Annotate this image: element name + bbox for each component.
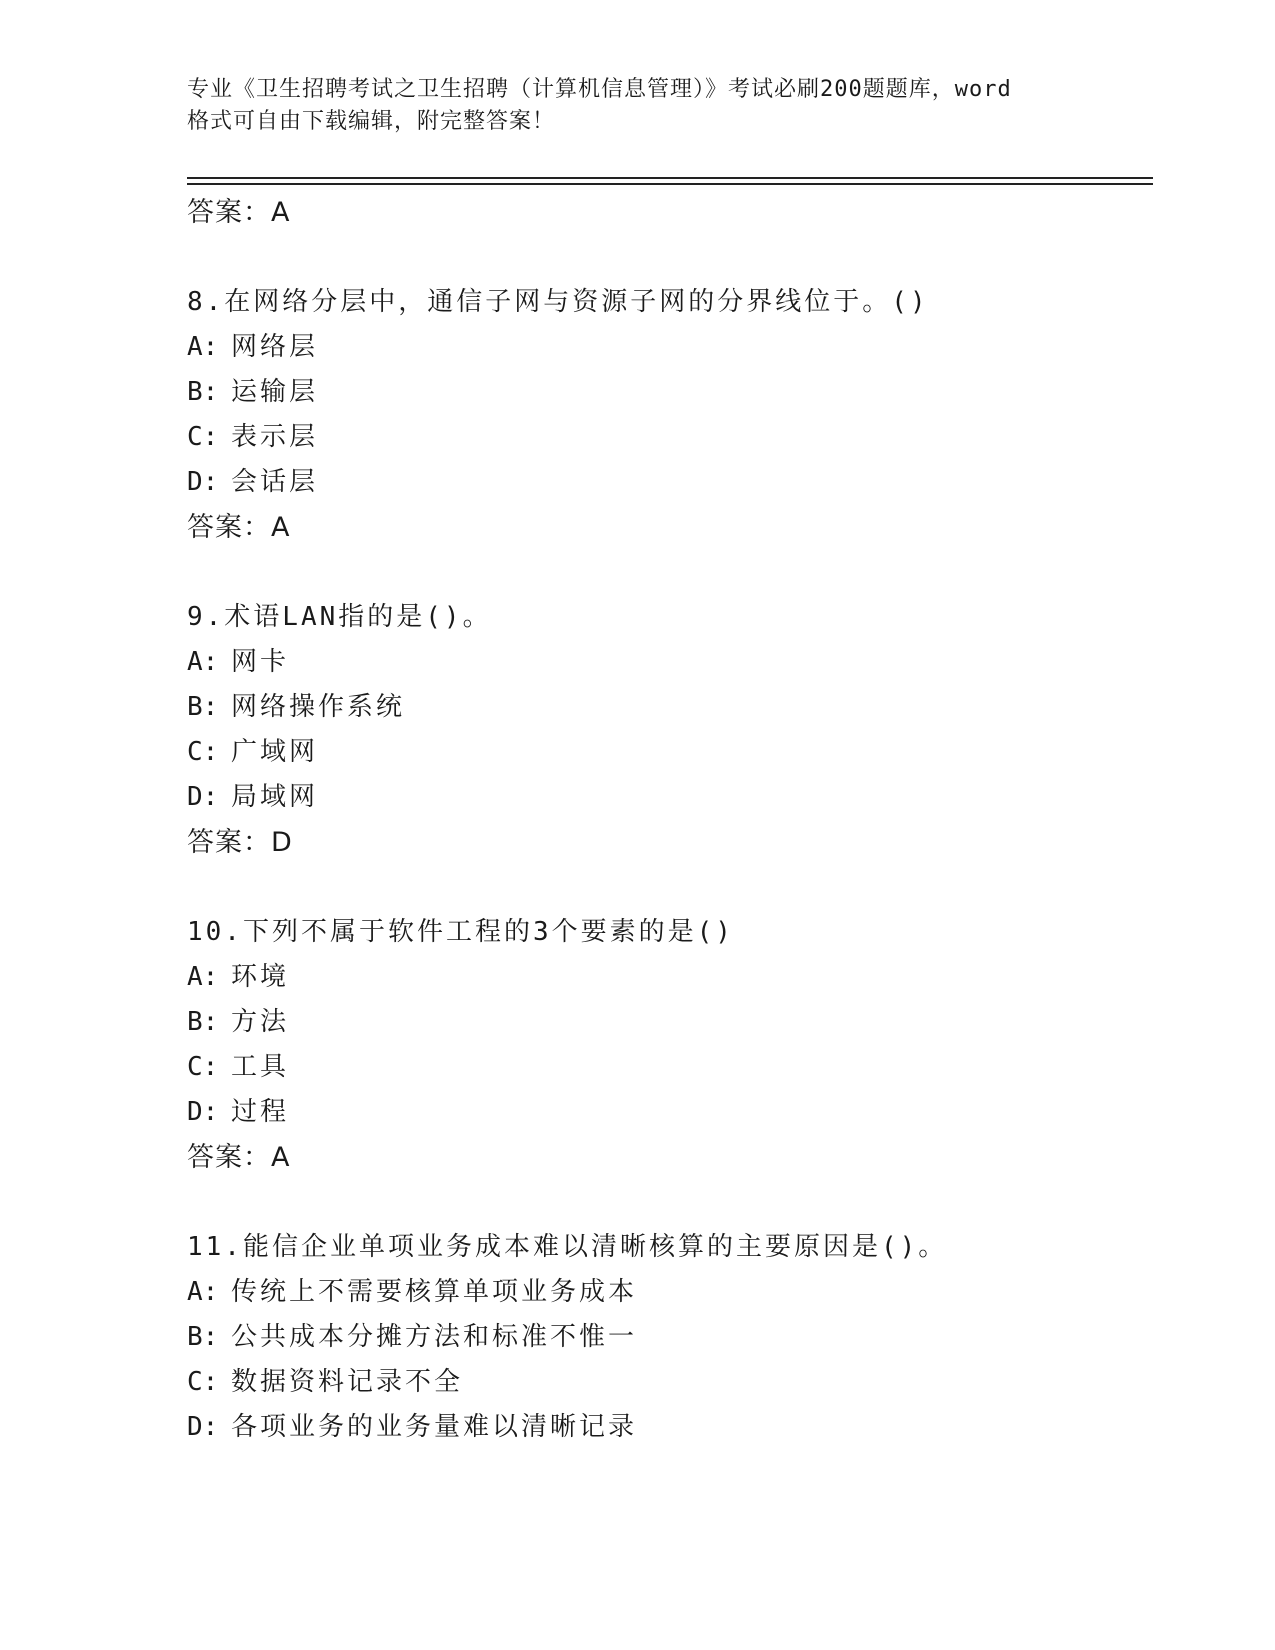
option-a (187, 1270, 1153, 1315)
option-b (187, 1315, 1153, 1360)
option-letter: A: (187, 962, 219, 992)
option-b (187, 685, 1153, 730)
option-c (187, 1045, 1153, 1090)
option-letter: D: (187, 1097, 219, 1127)
question-text: 8.在网络分层中，通信子网与资源子网的分界线位于。() (187, 287, 929, 317)
option-letter: B: (187, 377, 219, 407)
option-text: 运输层 (231, 377, 319, 407)
option-a (187, 955, 1153, 1000)
header-divider-bottom (187, 183, 1153, 185)
option-text: 广域网 (231, 737, 319, 767)
option-letter: B: (187, 1007, 219, 1037)
option-letter: A: (187, 1277, 219, 1307)
question-9 (187, 595, 1153, 865)
option-letter: C: (187, 1052, 219, 1082)
option-letter: C: (187, 1367, 219, 1397)
answer: 答案：A (187, 512, 291, 543)
option-letter: A: (187, 647, 219, 677)
option-letter: D: (187, 782, 219, 812)
question-8 (187, 280, 1153, 550)
option-text: 网卡 (231, 647, 290, 677)
question-text: 9.术语LAN指的是()。 (187, 602, 492, 632)
question-list (187, 190, 1153, 1450)
answer: 答案：D (187, 827, 293, 858)
question-11 (187, 1225, 1153, 1450)
answer: 答案：A (187, 1142, 291, 1173)
option-text: 网络操作系统 (231, 692, 406, 722)
option-a (187, 325, 1153, 370)
option-text: 数据资料记录不全 (231, 1367, 464, 1397)
option-text: 工具 (231, 1052, 290, 1082)
option-text: 会话层 (231, 467, 319, 497)
option-text: 环境 (231, 962, 290, 992)
option-letter: C: (187, 422, 219, 452)
header-line-2: 格式可自由下载编辑，附完整答案！ (187, 109, 556, 134)
header-divider-top (187, 177, 1153, 179)
question-10 (187, 910, 1153, 1180)
option-text: 表示层 (231, 422, 319, 452)
option-text: 公共成本分摊方法和标准不惟一 (231, 1322, 638, 1352)
option-b (187, 1000, 1153, 1045)
option-c (187, 730, 1153, 775)
option-letter: B: (187, 692, 219, 722)
question-text: 10.下列不属于软件工程的3个要素的是() (187, 917, 734, 947)
option-text: 方法 (231, 1007, 290, 1037)
option-c (187, 415, 1153, 460)
option-letter: D: (187, 1412, 219, 1442)
option-text: 过程 (231, 1097, 290, 1127)
document-header (187, 74, 1087, 138)
previous-answer: 答案：A (187, 197, 291, 228)
option-letter: C: (187, 737, 219, 767)
option-a (187, 640, 1153, 685)
question-text: 11.能信企业单项业务成本难以清晰核算的主要原因是()。 (187, 1232, 948, 1262)
option-text: 传统上不需要核算单项业务成本 (231, 1277, 638, 1307)
header-line-1: 专业《卫生招聘考试之卫生招聘（计算机信息管理）》考试必刷200题题库，word (187, 77, 1012, 102)
option-text: 网络层 (231, 332, 319, 362)
option-d (187, 1405, 1153, 1450)
option-letter: A: (187, 332, 219, 362)
option-d (187, 460, 1153, 505)
option-text: 各项业务的业务量难以清晰记录 (231, 1412, 638, 1442)
option-letter: D: (187, 467, 219, 497)
option-b (187, 370, 1153, 415)
option-d (187, 775, 1153, 820)
option-c (187, 1360, 1153, 1405)
option-letter: B: (187, 1322, 219, 1352)
option-text: 局域网 (231, 782, 319, 812)
option-d (187, 1090, 1153, 1135)
